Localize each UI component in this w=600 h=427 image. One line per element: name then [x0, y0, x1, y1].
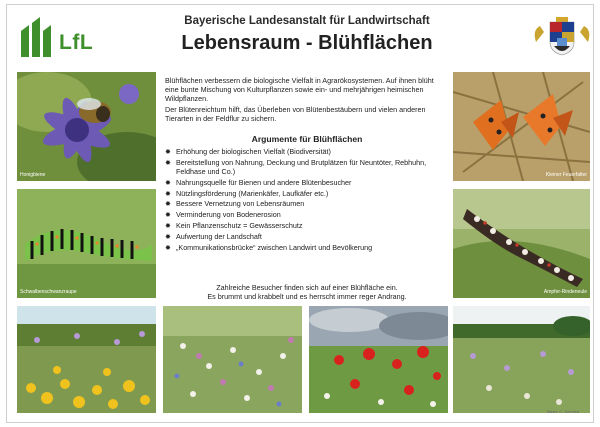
photo-caption-swallowtail: Schwalbenschwanzraupe: [20, 289, 77, 295]
closing-text: [165, 283, 449, 301]
bullet-star-icon: ✸: [165, 157, 172, 167]
closing-line-2: Es brummt und krabbelt und es herrscht immer reger Andrang.: [207, 292, 407, 302]
photo-swallowtail-caterpillar: [17, 189, 156, 298]
list-item: ✸ Erhöhung der biologischen Vielfalt (Biodiversität): [165, 147, 331, 156]
bullet-star-icon: ✸: [165, 199, 172, 209]
poster-title: Lebensraum - Blühflächen: [181, 32, 433, 54]
photo-small-copper-butterfly: [453, 72, 590, 181]
logo-text: LfL: [59, 31, 94, 54]
list-item: ✸ Nahrungsquelle für Bienen und andere Blütenbesucher: [165, 177, 352, 187]
lfl-logo: [21, 17, 101, 59]
photo-bee-cornflower: [17, 72, 156, 181]
bullet-star-icon: ✸: [165, 242, 172, 252]
photo-meadow-trees: [453, 306, 590, 413]
lfl-logo-icon: [21, 17, 53, 57]
arguments-heading: Argumente für Blühflächen: [251, 134, 363, 144]
bee-image: [17, 72, 156, 181]
photo-caption-butterfly: Kleiner Feuerfalter: [545, 172, 587, 178]
meadow-trees-image: [453, 306, 590, 413]
bullet-star-icon: ✸: [165, 147, 172, 156]
butterfly-image: [453, 72, 590, 181]
organization-name: Bayerische Landesanstalt für Landwirtschaft: [184, 15, 430, 27]
photo-credit: Bilder: C. Schmidt: [546, 409, 579, 414]
poster-frame: [6, 4, 594, 423]
arguments-list: [165, 147, 455, 253]
list-item: ✸ Bereitstellung von Nahrung, Deckung und Brutplätzen für Neuntöter, Rebhuhn, Feldhase und Co.): [165, 157, 427, 176]
photo-meadow-yellow: [17, 306, 156, 413]
intro-text: [165, 76, 449, 124]
list-item: ✸ Verminderung von Bodenerosion: [165, 210, 281, 220]
bullet-star-icon: ✸: [165, 210, 172, 220]
intro-paragraph-1: Blühflächen verbessern die biologische Vielfalt in Agrarökosystemen. Auf ihnen blüht eine bunte Mischung von Kulturpflanzen sowie ein- und mehrjährigen heimischen Wildpflanzen.: [165, 76, 434, 104]
photo-meadow-wild: [163, 306, 302, 413]
closing-line-1: Zahlreiche Besucher finden sich auf einer Blühfläche ein.: [216, 283, 398, 292]
photo-sorrel-caterpillar: [453, 189, 590, 298]
bullet-star-icon: ✸: [165, 188, 172, 198]
photo-caption-bee: Honigbiene: [20, 172, 46, 178]
caterpillar-image: [17, 189, 156, 298]
bavarian-crest-icon: [530, 16, 594, 56]
photo-meadow-poppies: [309, 306, 448, 413]
photo-caption-sorrel: Ampfer-Rindeneule: [543, 289, 587, 295]
bullet-star-icon: ✸: [165, 177, 172, 187]
bullet-star-icon: ✸: [165, 231, 172, 241]
list-item: ✸ Aufwertung der Landschaft: [165, 231, 262, 241]
list-item: ✸ „Kommunikationsbrücke“ zwischen Landwirt und Bevölkerung: [165, 242, 373, 252]
list-item: ✸ Kein Pflanzenschutz = Gewässerschutz: [165, 220, 303, 230]
sorrel-caterpillar-image: [453, 189, 590, 298]
meadow-poppies-image: [309, 306, 448, 413]
list-item: ✸ Bessere Vernetzung von Lebensräumen: [165, 199, 305, 209]
meadow-yellow-image: [17, 306, 156, 413]
bullet-star-icon: ✸: [165, 220, 172, 230]
intro-paragraph-2: Der Blütenreichtum hilft, das Überleben von Blütenbestäubern und vielen anderen Tierarten in der Feldflur zu sichern.: [165, 104, 426, 123]
list-item: ✸ Nützlingsförderung (Marienkäfer, Laufkäfer etc.): [165, 188, 329, 198]
meadow-wild-image: [163, 306, 302, 413]
